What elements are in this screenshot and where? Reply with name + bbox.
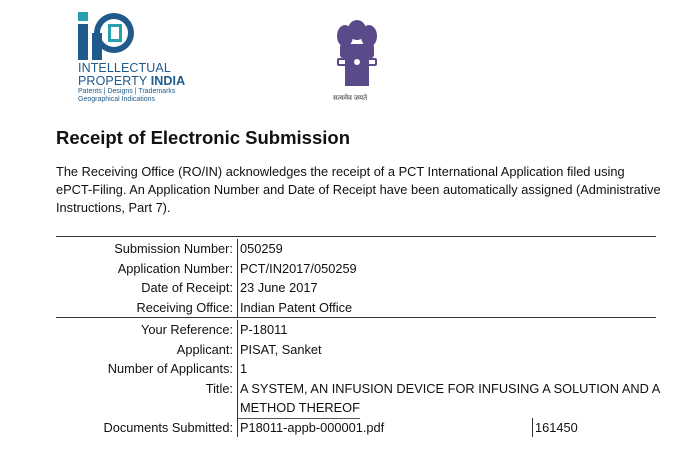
applicant-label: Applicant: [176,341,233,357]
document-file-name: P18011-appb-000001.pdf [237,418,384,438]
submission-number-label: Submission Number: [114,241,233,256]
table-row [56,340,676,360]
table-row [56,418,676,438]
applicant-value: PISAT, Sanket [237,340,322,360]
logo-tagline1: Patents | Designs | Trademarks [78,88,176,95]
logo-line1: INTELLECTUAL [78,61,171,75]
title-value-line1: A SYSTEM, AN INFUSION DEVICE FOR INFUSING A SOLUTION AND A [237,379,660,399]
submission-number-value: 050259 [237,239,283,259]
application-number-value: PCT/IN2017/050259 [237,259,357,279]
your-reference-label: Your Reference: [140,322,233,337]
intro-line: ePCT-Filing. An Application Number and Date of Receipt have been automatically assigned (Administrative [56,182,661,197]
ip-india-logo [78,12,198,104]
date-of-receipt-label: Date of Receipt: [141,280,233,295]
table-row [56,259,676,279]
table-row [56,320,676,340]
table-row [56,298,676,318]
receiving-office-value: Indian Patent Office [237,298,352,318]
receipt-table [56,239,676,437]
ip-india-logo-text [78,62,185,104]
table-row [56,278,676,298]
your-reference-value: P-18011 [237,320,287,340]
application-number-label: Application Number: [117,260,233,276]
national-emblem-icon [331,12,383,104]
table-row [56,239,676,259]
documents-submitted-label: Documents Submitted: [103,419,233,435]
document-file-size: 161450 [532,418,578,438]
table-top-rule [56,236,656,237]
intro-line: Instructions, Part 7). [56,200,171,215]
title-value-line2: METHOD THEREOF [237,398,360,419]
number-of-applicants-value: 1 [237,359,247,379]
table-row [56,398,676,418]
table-row [56,359,676,379]
number-of-applicants-label: Number of Applicants: [107,361,233,376]
table-row [56,379,676,399]
title-label: Title: [205,380,233,396]
receiving-office-label: Receiving Office: [136,299,233,315]
logo-line2: PROPERTY INDIA [78,74,186,88]
page-title: Receipt of Electronic Submission [56,127,351,148]
logo-tagline2: Geographical Indications [78,96,156,103]
ip-india-logo-mark [78,12,138,62]
intro-paragraph [56,163,696,217]
emblem-caption: सत्यमेव जयते [333,95,368,102]
date-of-receipt-value: 23 June 2017 [237,278,318,298]
intro-line: The Receiving Office (RO/IN) acknowledges the receipt of a PCT International Application filed using [56,164,625,179]
